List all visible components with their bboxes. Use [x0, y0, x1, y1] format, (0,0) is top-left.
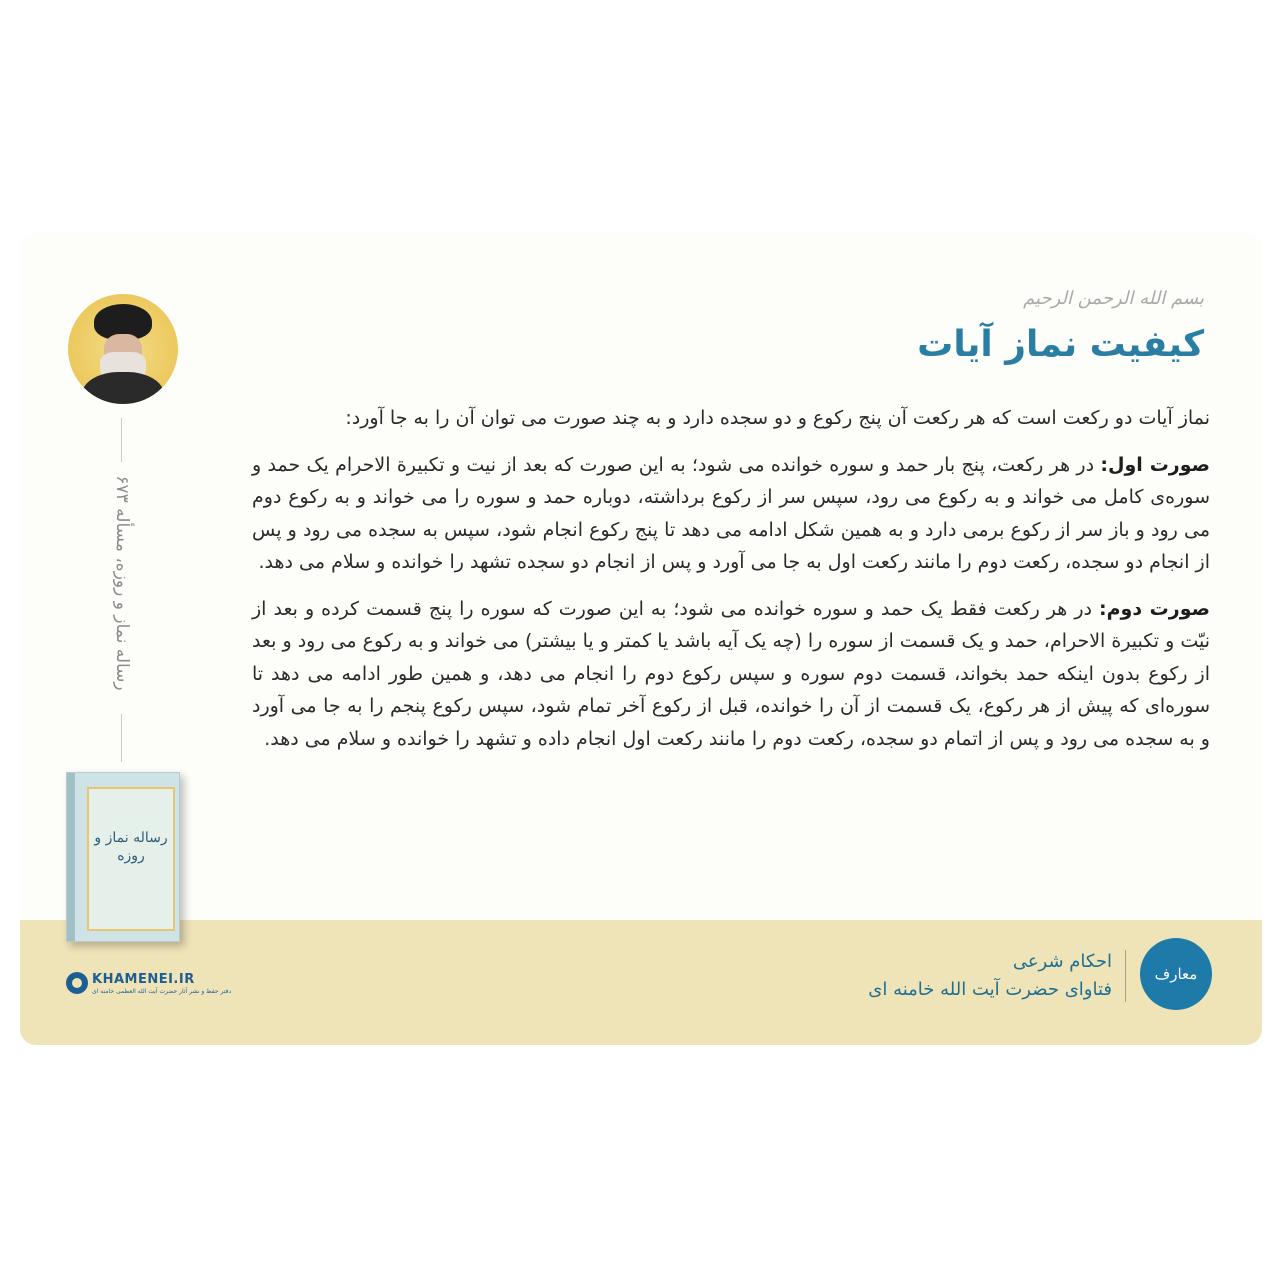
article-body — [252, 402, 1210, 769]
footer-line-2: فتاوای حضرت آیت الله خامنه ای — [868, 979, 1112, 1000]
source-caption: رساله نماز و روزه، مسأله ۶۷۳ — [112, 475, 132, 691]
basmala: بسم الله الرحمن الرحیم — [1023, 288, 1204, 309]
intro-paragraph: نماز آیات دو رکعت است که هر رکعت آن پنج رکوع و دو سجده دارد و به چند صورت می توان آن را به جا آورد: — [345, 407, 1210, 429]
divider-line-bottom — [121, 714, 122, 762]
site-subtitle: دفتر حفظ و نشر آثار حضرت آیت الله العظمی خامنه ای — [92, 988, 232, 995]
second-method-text: در هر رکعت فقط یک حمد و سوره خوانده می شود؛ به این صورت که سوره را پنج قسمت کرده و بعد از نیّت و تکبیرة الاحرام، حمد و یک قسمت از سوره را (چه یک آیه باشد یا کمتر و یا بیشتر) می خواند و به رکوع می رود و بعد از رکوع بدون اینکه حمد بخواند، قسمت دوم سوره و سپس رکوع دوم را انجام می دهد، و همین طور ادامه می دهد تا سوره‌ای که پیش از هر رکوع، یک قسمت از آن را خوانده، قبل از رکوع آخر تمام شود، سپس رکوع پنجم را به جا می آورد و به سجده می رود و پس از اتمام دو سجده، رکعت دوم را مانند رکعت اول انجام داده و تشهد را خوانده و سلام می دهد. — [252, 597, 1210, 750]
first-method-label: صورت اول: — [1100, 453, 1210, 476]
first-method-text: در هر رکعت، پنج بار حمد و سوره خوانده می شود؛ به این صورت که بعد از نیت و تکبیرة الاحرام یک حمد و سوره‌ی کامل می خواند و به رکوع می رود، سپس سر از رکوع برداشته، دوباره حمد و سوره را می خواند و به رکوع دوم می رود و باز سر از رکوع برمی دارد و به همین شکل ادامه می دهد تا پنج رکوع انجام شود، سپس به سجده می رود و پس از انجام دو سجده، رکعت دوم را مانند رکعت اول به جا می آورد و پس از انجام دو سجده تشهد را خوانده و سلام می دهد. — [252, 453, 1210, 573]
first-method-paragraph — [252, 449, 1210, 579]
maaref-badge-icon: معارف — [1140, 938, 1212, 1010]
footer-caption — [868, 948, 1112, 1004]
book-title: رساله نماز و روزه — [94, 830, 168, 864]
site-logo — [66, 970, 232, 998]
footer-line-1: احکام شرعی — [1012, 951, 1112, 972]
book-panel — [87, 787, 175, 931]
second-method-label: صورت دوم: — [1098, 597, 1210, 620]
book-spine — [67, 773, 75, 941]
infographic-card — [20, 232, 1262, 1045]
second-method-paragraph — [252, 593, 1210, 756]
site-logo-icon — [66, 972, 88, 994]
page-title: کیفیت نماز آیات — [917, 324, 1204, 365]
footer-divider — [1125, 950, 1126, 1002]
divider-line-top — [121, 418, 122, 462]
book-cover-image — [66, 772, 180, 942]
portrait-image — [68, 294, 178, 404]
site-name: KHAMENEI.IR — [92, 972, 195, 987]
portrait-robe — [82, 372, 164, 404]
